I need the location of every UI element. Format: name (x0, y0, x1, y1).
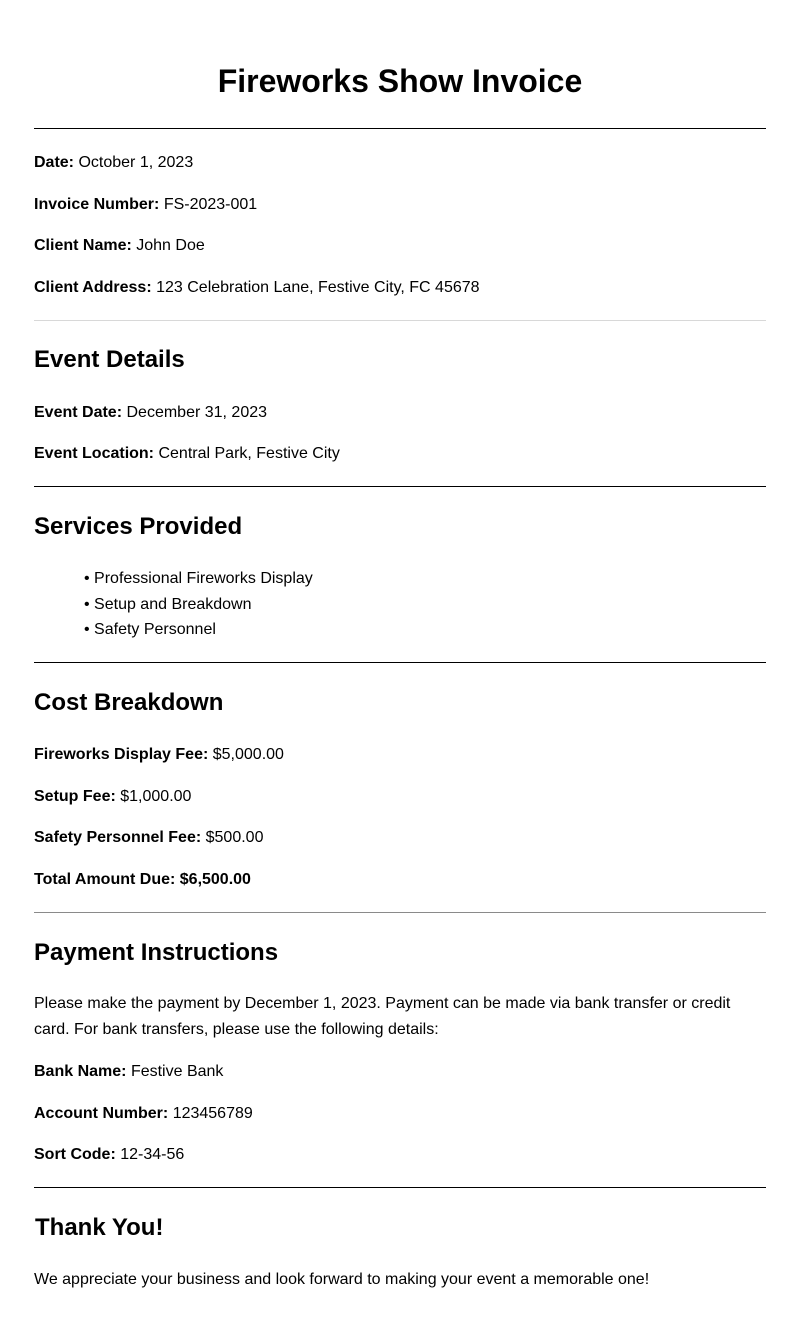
client-name-label: Client Name: (34, 237, 132, 254)
account-number-value: 123456789 (172, 1105, 253, 1122)
invoice-title: Fireworks Show Invoice (217, 63, 583, 99)
display-fee (34, 745, 284, 765)
safety-fee-label: Safety Personnel Fee: (34, 829, 202, 846)
display-fee-label: Fireworks Display Fee: (34, 746, 209, 763)
event-date-label: Event Date: (34, 404, 123, 421)
safety-fee (34, 828, 263, 848)
payment-instructions-text: Please make the payment by December 1, 2023. Payment can be made via bank transfer or credit card. For bank transfers, please use the following details: (34, 995, 731, 1038)
bank-name-label: Bank Name: (34, 1063, 127, 1080)
setup-fee (34, 787, 191, 807)
thank-you-message: We appreciate your business and look forward to making your event a memorable one! (34, 1271, 650, 1288)
event-date (34, 403, 267, 423)
services-heading: Services Provided (34, 513, 243, 540)
event-date-value: December 31, 2023 (126, 404, 268, 421)
invoice-number-label: Invoice Number: (34, 196, 160, 213)
services-divider (34, 662, 766, 663)
invoice-number (34, 195, 257, 215)
event-details-heading: Event Details (34, 346, 185, 373)
services-list (84, 566, 313, 643)
invoice-number-value: FS-2023-001 (163, 196, 258, 213)
list-item: • Setup and Breakdown (84, 595, 252, 613)
total-amount-label: Total Amount Due: (34, 871, 176, 888)
total-amount-due (34, 870, 251, 890)
cost-breakdown-heading: Cost Breakdown (34, 689, 224, 716)
total-amount-value: $6,500.00 (179, 871, 251, 888)
account-number (34, 1104, 253, 1124)
sort-code-value: 12-34-56 (120, 1146, 185, 1163)
payment-instructions-heading: Payment Instructions (34, 939, 279, 966)
bank-name (34, 1062, 223, 1082)
event-location-value: Central Park, Festive City (158, 445, 340, 462)
sort-code-label: Sort Code: (34, 1146, 116, 1163)
client-address-value: 123 Celebration Lane, Festive City, FC 45678 (156, 279, 480, 296)
setup-fee-value: $1,000.00 (120, 788, 192, 805)
bank-name-value: Festive Bank (130, 1063, 224, 1080)
safety-fee-value: $500.00 (205, 829, 264, 846)
event-divider (34, 486, 766, 487)
thank-you-heading: Thank You! (35, 1214, 164, 1241)
display-fee-value: $5,000.00 (212, 746, 284, 763)
sort-code (34, 1145, 184, 1165)
title-divider (34, 128, 766, 129)
list-item: • Safety Personnel (84, 621, 216, 638)
client-name-value: John Doe (136, 237, 205, 254)
event-location-label: Event Location: (34, 445, 155, 462)
invoice-date-value: October 1, 2023 (78, 154, 194, 171)
client-address-label: Client Address: (34, 279, 152, 296)
event-location (34, 444, 340, 464)
client-name (34, 236, 205, 256)
setup-fee-label: Setup Fee: (34, 788, 116, 805)
invoice-date-label: Date: (34, 154, 75, 171)
invoice-date (34, 153, 193, 173)
header-divider (34, 320, 766, 321)
payment-divider (34, 1187, 766, 1188)
account-number-label: Account Number: (34, 1105, 169, 1122)
cost-divider (34, 912, 766, 913)
list-item: • Professional Fireworks Display (84, 570, 313, 587)
client-address (34, 278, 480, 298)
